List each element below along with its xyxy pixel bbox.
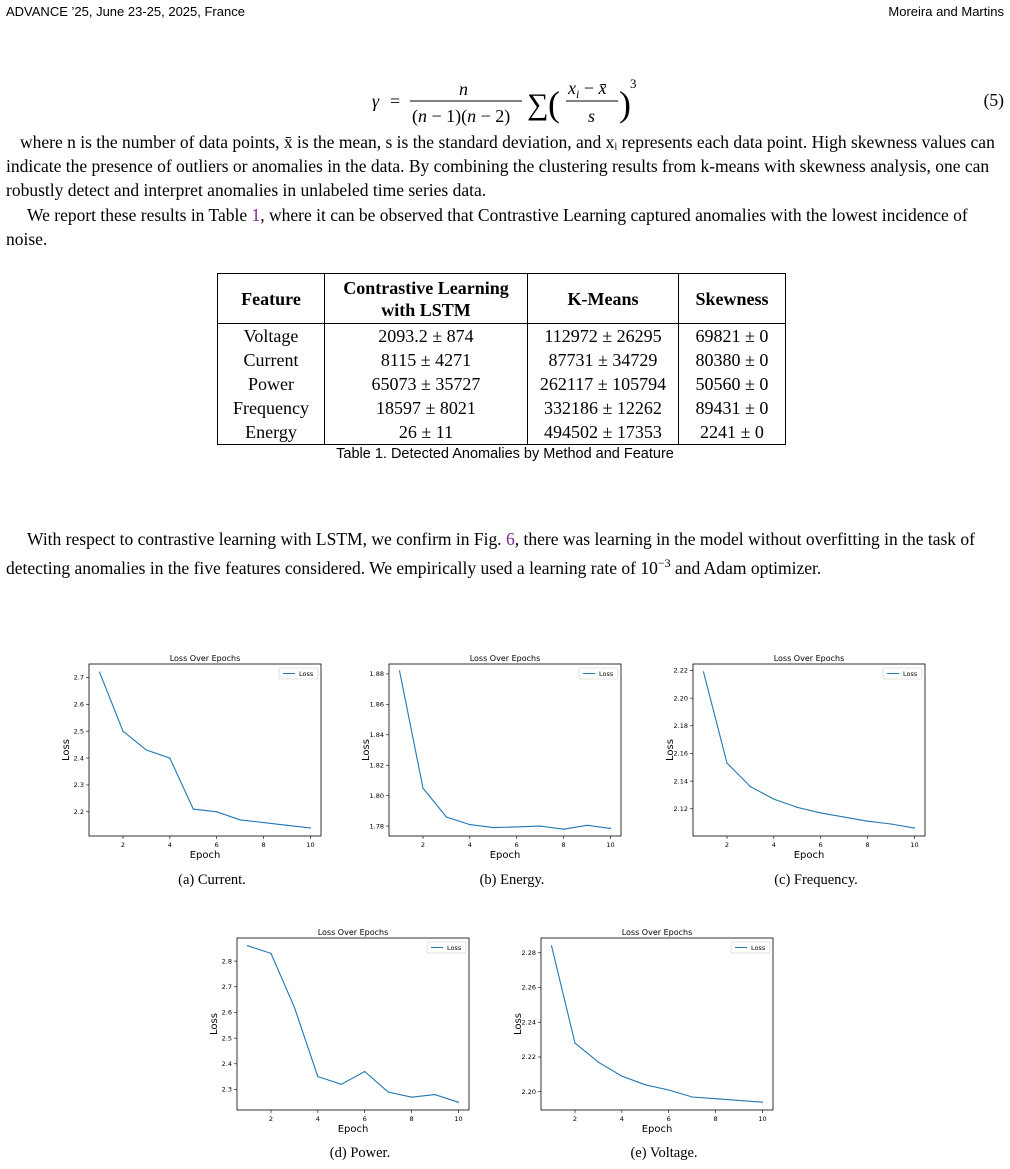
- x-axis-label: Epoch: [189, 850, 221, 861]
- x-tick-label: 8: [409, 1115, 414, 1123]
- loss-point: [574, 1043, 575, 1044]
- y-tick-label: 1.80: [369, 791, 384, 800]
- y-tick-label: 2.26: [521, 983, 536, 992]
- chart-title: Loss Over Epochs: [773, 654, 845, 663]
- learning-rate-exponent: −3: [657, 556, 671, 570]
- legend-label: Loss: [751, 943, 766, 952]
- y-tick-label: 1.86: [369, 700, 384, 709]
- loss-point: [726, 763, 727, 764]
- paragraph-results: [6, 203, 1004, 251]
- y-axis-label: Loss: [665, 739, 676, 761]
- loss-point: [294, 1007, 295, 1008]
- loss-point: [434, 1094, 435, 1095]
- loss-point: [516, 826, 517, 827]
- y-tick-label: 2.20: [521, 1087, 536, 1096]
- y-tick-label: 2.22: [673, 666, 688, 675]
- paragraph-results-text: We report these results in Table: [27, 205, 252, 225]
- x-axis-label: Epoch: [337, 1124, 369, 1135]
- paragraph-skewness-text: where n is the number of data points, x̄ is the mean, s is the standard deviation, and xᵢ represents each data point. High skewness values can indicate the presence of outliers or anomalies in the data. By combining the clustering results from k-means with skewness analysis, one can robustly detect and interpret anomalies in unlabeled time series data.: [6, 132, 995, 200]
- x-tick-label: 6: [362, 1115, 367, 1123]
- y-axis-label: Loss: [361, 739, 372, 761]
- loss-point: [399, 670, 400, 671]
- loss-point: [216, 811, 217, 812]
- loss-point: [540, 826, 541, 827]
- table-cell-value: 494502 ± 17353: [528, 420, 679, 445]
- loss-point: [914, 828, 915, 829]
- table-header-skewness: Skewness: [679, 274, 786, 324]
- loss-point: [422, 787, 423, 788]
- y-tick-label: 2.14: [673, 777, 688, 786]
- x-tick-label: 4: [619, 1115, 624, 1123]
- table-cell-feature: Voltage: [218, 324, 325, 349]
- y-tick-label: 2.24: [521, 1018, 536, 1027]
- plot-frame: [237, 938, 469, 1110]
- svg-text:(: (: [548, 84, 560, 124]
- x-tick-label: 6: [666, 1115, 671, 1123]
- x-tick-label: 2: [724, 841, 730, 849]
- loss-chart: [664, 650, 934, 867]
- y-tick-label: 2.28: [521, 948, 536, 957]
- y-tick-label: 2.2: [73, 808, 84, 817]
- x-tick-label: 2: [120, 841, 126, 849]
- loss-chart-svg: [664, 650, 934, 862]
- chart-title: Loss Over Epochs: [469, 654, 541, 663]
- skewness-equation: [0, 72, 1010, 132]
- loss-point: [458, 1102, 459, 1103]
- table-row: [218, 324, 786, 349]
- table-row: [218, 420, 786, 445]
- equation-number: (5): [983, 90, 1004, 110]
- loss-series-line: [552, 946, 763, 1102]
- subfigure-caption: (d) Power.: [329, 1145, 391, 1161]
- anomaly-table: [217, 273, 786, 445]
- x-tick-label: 2: [268, 1115, 274, 1123]
- subfigure-caption: (b) Energy.: [479, 872, 545, 888]
- loss-point: [773, 798, 774, 799]
- table-cell-value: 80380 ± 0: [679, 348, 786, 372]
- running-header-right: Moreira and Martins: [888, 4, 1004, 19]
- table-header-row: [218, 274, 786, 324]
- loss-point: [563, 829, 564, 830]
- loss-point: [844, 816, 845, 817]
- loss-chart-svg: [60, 650, 330, 862]
- loss-point: [797, 807, 798, 808]
- subfigure-caption: (c) Frequency.: [774, 872, 858, 888]
- loss-point: [738, 1100, 739, 1101]
- table-header-contrastive-text: Contrastive Learning with LSTM: [343, 277, 509, 320]
- x-tick-label: 6: [514, 841, 519, 849]
- subfigure-caption: (e) Voltage.: [630, 1145, 698, 1161]
- table-cell-feature: Frequency: [218, 396, 325, 420]
- table-cell-feature: Energy: [218, 420, 325, 445]
- x-tick-label: 8: [713, 1115, 718, 1123]
- x-tick-label: 2: [572, 1115, 578, 1123]
- x-tick-label: 4: [467, 841, 472, 849]
- y-axis-label: Loss: [61, 739, 72, 761]
- loss-point: [750, 786, 751, 787]
- y-tick-label: 1.88: [369, 670, 384, 679]
- table-cell-value: 332186 ± 12262: [528, 396, 679, 420]
- table-cell-feature: Current: [218, 348, 325, 372]
- loss-point: [270, 953, 271, 954]
- loss-point: [668, 1089, 669, 1090]
- x-axis-label: Epoch: [641, 1124, 673, 1135]
- y-axis-label: Loss: [513, 1013, 524, 1035]
- x-tick-label: 10: [306, 841, 315, 849]
- svg-text:xi − x̄: $x_i$ − x̄: [568, 78, 607, 101]
- table-cell-value: 65073 ± 35727: [325, 372, 528, 396]
- loss-chart: [512, 924, 782, 1141]
- svg-text:=: =: [390, 91, 401, 111]
- x-tick-label: 10: [454, 1115, 463, 1123]
- y-tick-label: 2.6: [73, 700, 84, 709]
- running-header-left: ADVANCE ’25, June 23-25, 2025, France: [6, 4, 245, 19]
- paragraph-training-text: With respect to contrastive learning with LSTM, we confirm in Fig.: [27, 529, 506, 549]
- loss-chart: [360, 650, 630, 867]
- table-header-contrastive: [325, 274, 528, 324]
- y-tick-label: 1.78: [369, 822, 384, 831]
- loss-point: [193, 809, 194, 810]
- loss-point: [867, 821, 868, 822]
- loss-point: [820, 812, 821, 813]
- loss-chart: [208, 924, 478, 1141]
- loss-point: [446, 816, 447, 817]
- loss-point: [146, 749, 147, 750]
- table-cell-value: 87731 ± 34729: [528, 348, 679, 372]
- loss-chart-svg: [360, 650, 630, 862]
- table-cell-value: 8115 ± 4271: [325, 348, 528, 372]
- y-axis-label: Loss: [209, 1013, 220, 1035]
- x-tick-label: 8: [561, 841, 566, 849]
- y-tick-label: 1.82: [369, 761, 384, 770]
- x-axis-label: Epoch: [793, 850, 825, 861]
- x-tick-label: 10: [910, 841, 919, 849]
- table-cell-feature: Power: [218, 372, 325, 396]
- subfigure-caption: (a) Current.: [178, 872, 246, 888]
- chart-title: Loss Over Epochs: [169, 654, 241, 663]
- loss-point: [263, 822, 264, 823]
- svg-text:3: 3: [630, 76, 637, 91]
- table-row: [218, 348, 786, 372]
- y-tick-label: 2.7: [221, 982, 232, 991]
- table-cell-value: 2093.2 ± 874: [325, 324, 528, 349]
- loss-point: [551, 945, 552, 946]
- loss-point: [411, 1097, 412, 1098]
- x-tick-label: 6: [214, 841, 219, 849]
- plot-frame: [389, 664, 621, 836]
- loss-point: [598, 1062, 599, 1063]
- loss-point: [692, 1096, 693, 1097]
- paragraph-training-text-mid: , there was learning in the model without overfitting in the task of detecting anomalies in the five features considered. We empirically used a learning rate of 10: [6, 529, 975, 578]
- loss-point: [240, 819, 241, 820]
- loss-series-line: [400, 671, 611, 829]
- table-row: [218, 396, 786, 420]
- x-tick-label: 10: [758, 1115, 767, 1123]
- x-tick-label: 10: [606, 841, 615, 849]
- y-tick-label: 2.16: [673, 749, 688, 758]
- svg-text:): ): [619, 84, 631, 124]
- y-tick-label: 2.5: [73, 727, 84, 736]
- y-tick-label: 2.5: [221, 1034, 232, 1043]
- chart-title: Loss Over Epochs: [317, 928, 389, 937]
- loss-point: [388, 1091, 389, 1092]
- loss-point: [890, 823, 891, 824]
- loss-point: [310, 827, 311, 828]
- loss-point: [715, 1098, 716, 1099]
- table-cell-value: 89431 ± 0: [679, 396, 786, 420]
- x-tick-label: 8: [261, 841, 266, 849]
- loss-series-line: [248, 946, 459, 1103]
- paragraph-skewness: [6, 130, 1004, 202]
- loss-point: [610, 828, 611, 829]
- table-cell-value: 26 ± 11: [325, 420, 528, 445]
- y-tick-label: 2.12: [673, 804, 688, 813]
- legend-label: Loss: [599, 669, 614, 678]
- loss-point: [364, 1071, 365, 1072]
- loss-point: [247, 945, 248, 946]
- y-tick-label: 2.8: [221, 957, 232, 966]
- table-cell-value: 18597 ± 8021: [325, 396, 528, 420]
- table-cell-value: 2241 ± 0: [679, 420, 786, 445]
- x-tick-label: 4: [315, 1115, 320, 1123]
- y-tick-label: 2.22: [521, 1053, 536, 1062]
- paragraph-results-text-end: , where it can be observed that Contrastive Learning captured anomalies with the lowest incidence of noise.: [6, 205, 968, 249]
- table-header-feature: Feature: [218, 274, 325, 324]
- loss-chart: [60, 650, 330, 867]
- y-tick-label: 2.4: [221, 1059, 232, 1068]
- loss-point: [169, 757, 170, 758]
- y-tick-label: 2.6: [221, 1008, 232, 1017]
- table-header-kmeans: K-Means: [528, 274, 679, 324]
- loss-point: [645, 1084, 646, 1085]
- table-cell-value: 50560 ± 0: [679, 372, 786, 396]
- x-axis-label: Epoch: [489, 850, 521, 861]
- loss-chart-svg: [208, 924, 478, 1136]
- table-cell-value: 262117 ± 105794: [528, 372, 679, 396]
- table-row: [218, 372, 786, 396]
- loss-point: [586, 825, 587, 826]
- paragraph-training: [6, 527, 1004, 580]
- figure-reference-link[interactable]: 6: [506, 529, 515, 549]
- loss-point: [621, 1076, 622, 1077]
- loss-point: [493, 827, 494, 828]
- table-cell-value: 69821 ± 0: [679, 324, 786, 349]
- y-tick-label: 2.3: [73, 781, 84, 790]
- paragraph-training-text-end: and Adam optimizer.: [670, 557, 822, 578]
- y-tick-label: 2.18: [673, 722, 688, 731]
- loss-series-line: [100, 672, 311, 828]
- loss-point: [469, 824, 470, 825]
- chart-title: Loss Over Epochs: [621, 928, 693, 937]
- svg-text:n: n: [459, 79, 468, 99]
- loss-point: [341, 1084, 342, 1085]
- loss-point: [99, 671, 100, 672]
- x-tick-label: 6: [818, 841, 823, 849]
- svg-text:∑: ∑: [527, 88, 549, 121]
- x-tick-label: 8: [865, 841, 870, 849]
- legend-label: Loss: [299, 669, 314, 678]
- loss-point: [286, 825, 287, 826]
- svg-text:s: s: [588, 106, 596, 126]
- y-tick-label: 2.7: [73, 673, 84, 682]
- svg-text:γ: γ: [372, 91, 380, 111]
- y-tick-label: 2.4: [73, 754, 84, 763]
- plot-frame: [541, 938, 773, 1110]
- table-reference-link[interactable]: 1: [251, 205, 261, 225]
- legend-label: Loss: [447, 943, 462, 952]
- loss-series-line: [704, 672, 915, 828]
- table-caption: Table 1. Detected Anomalies by Method and Feature: [336, 446, 674, 462]
- svg-text:(n − 1)(n − 2): (n − 1)(n − 2): [412, 106, 511, 126]
- loss-chart-svg: [512, 924, 782, 1136]
- loss-point: [762, 1102, 763, 1103]
- loss-point: [317, 1076, 318, 1077]
- y-tick-label: 2.20: [673, 694, 688, 703]
- x-tick-label: 4: [167, 841, 172, 849]
- x-tick-label: 2: [420, 841, 426, 849]
- y-tick-label: 2.3: [221, 1085, 232, 1094]
- loss-point: [703, 671, 704, 672]
- x-tick-label: 4: [771, 841, 776, 849]
- table-cell-value: 112972 ± 26295: [528, 324, 679, 349]
- loss-point: [122, 731, 123, 732]
- legend-label: Loss: [903, 669, 918, 678]
- y-tick-label: 1.84: [369, 730, 384, 739]
